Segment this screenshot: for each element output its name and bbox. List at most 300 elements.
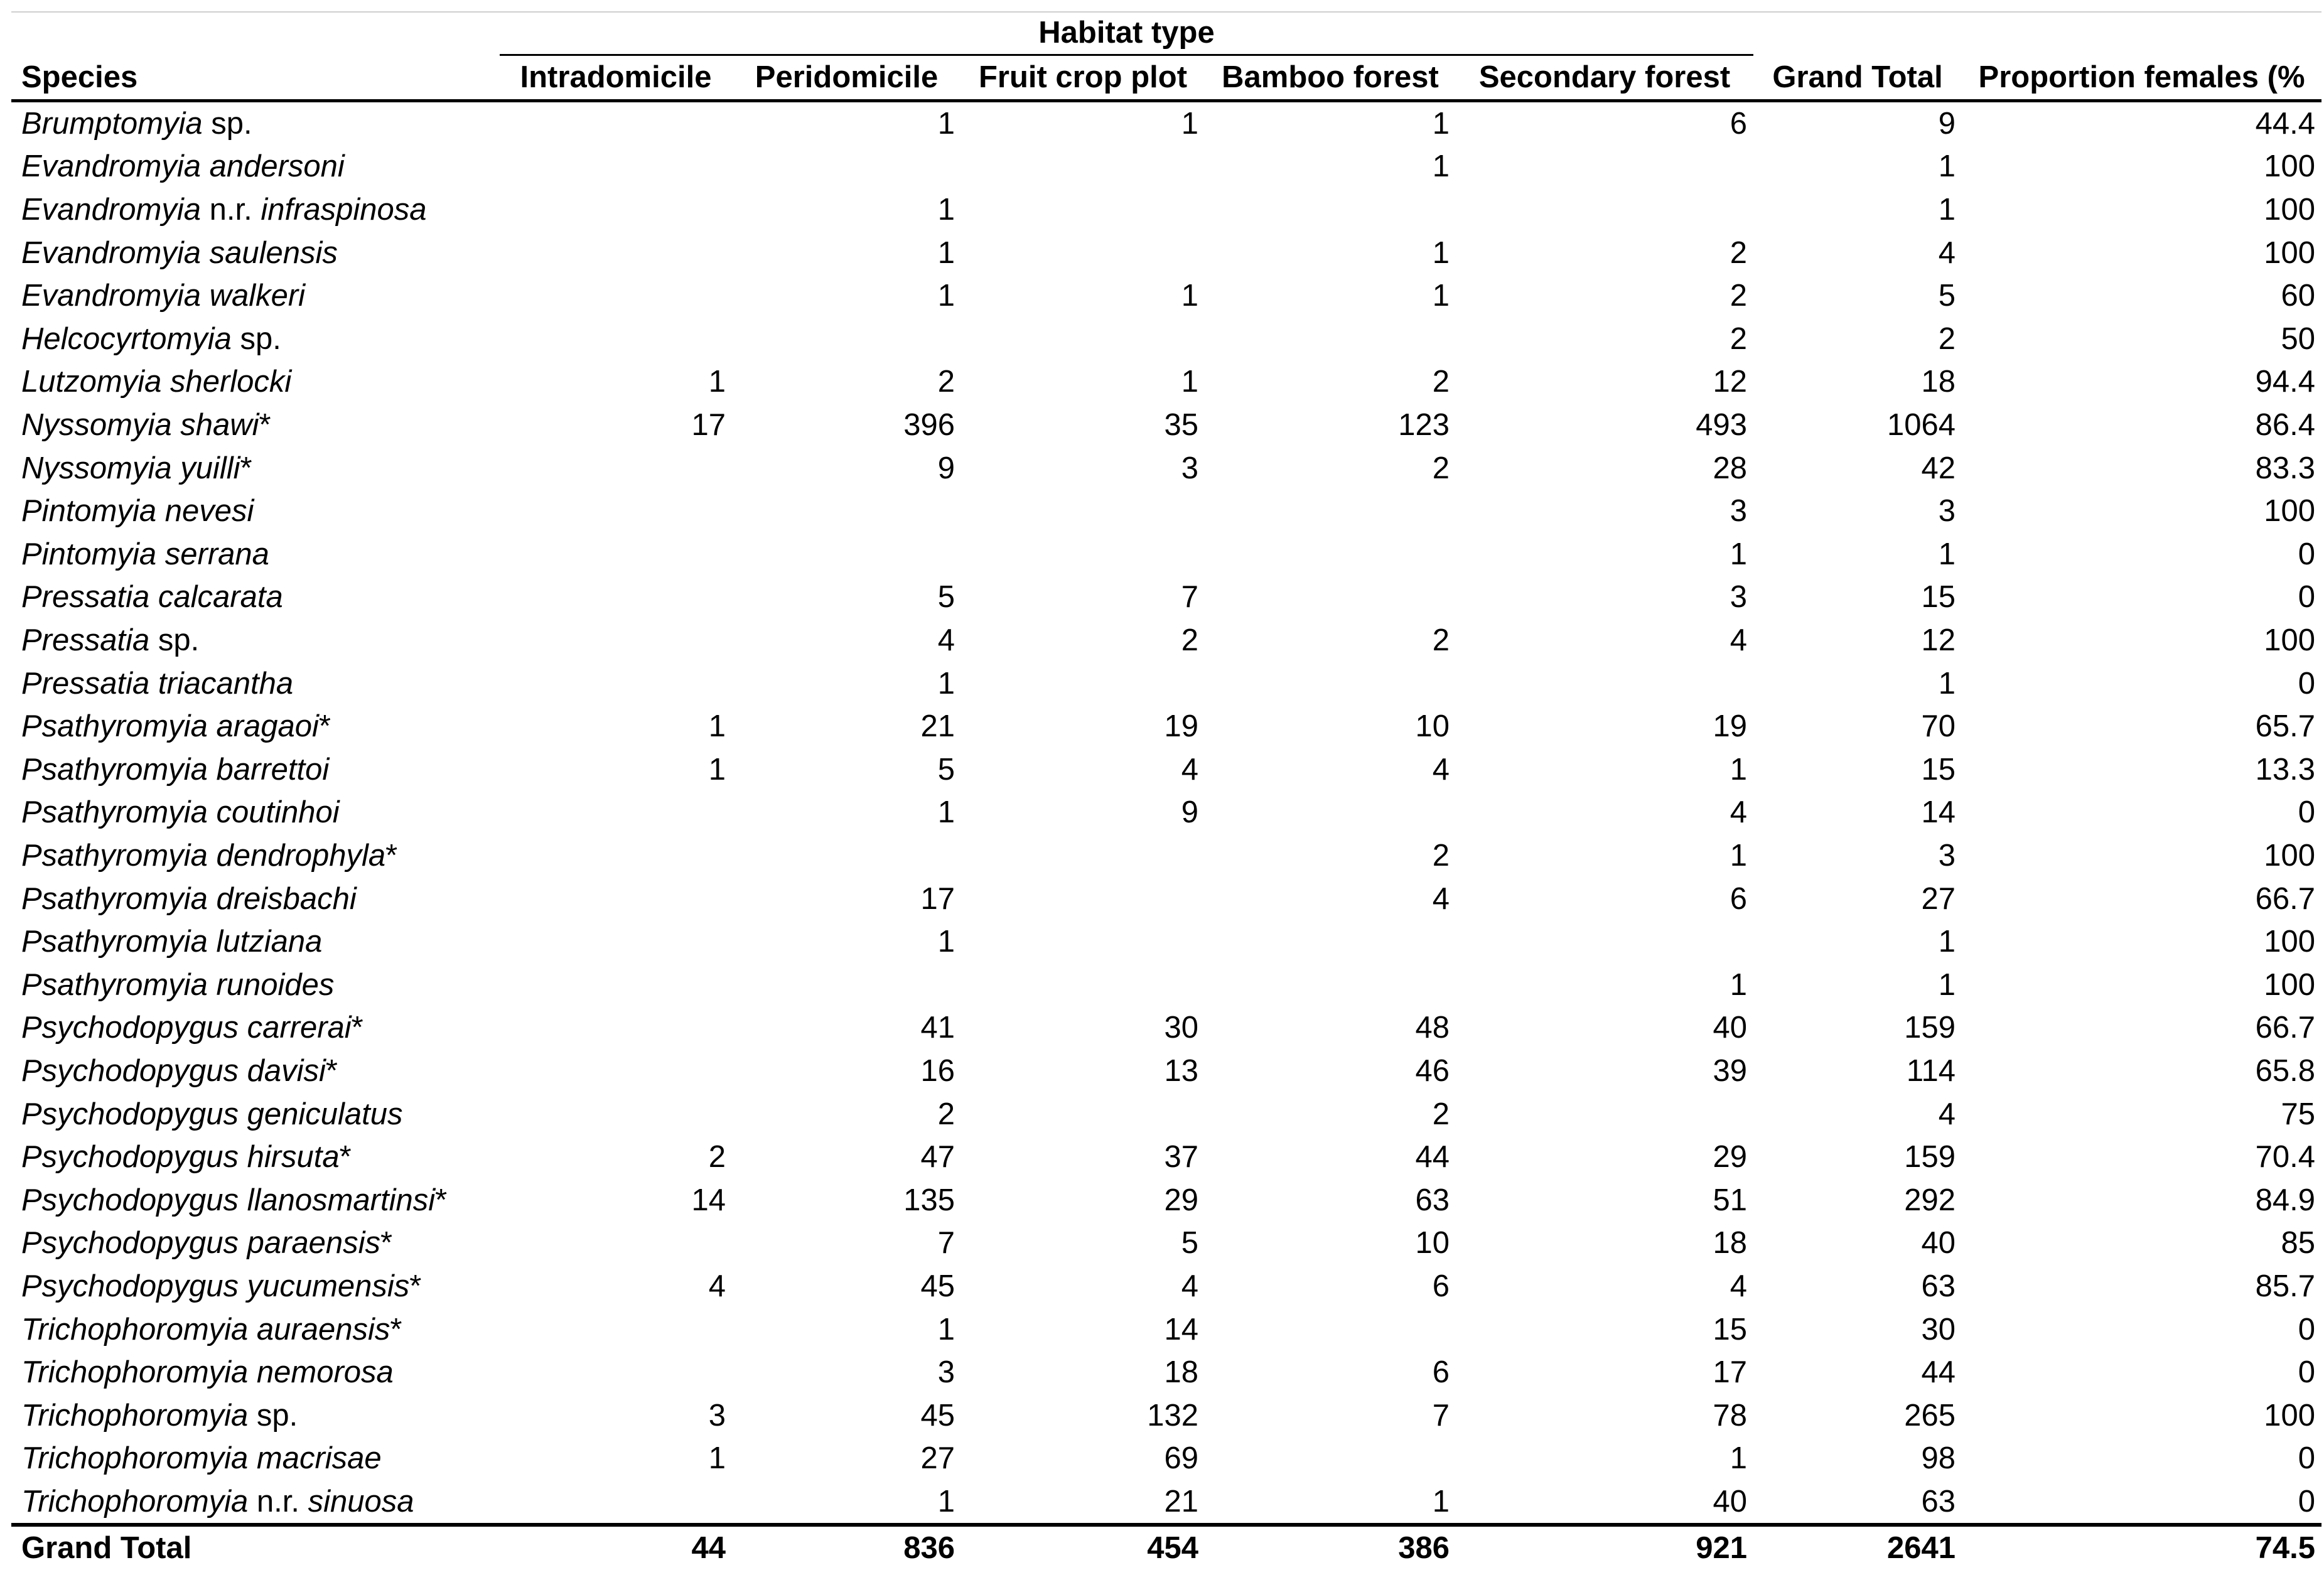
- value-cell: [500, 619, 732, 662]
- species-habitat-table: [11, 11, 2321, 1570]
- value-cell: [500, 145, 732, 188]
- star-marker: *: [318, 709, 331, 744]
- value-cell: 4: [1938, 235, 1956, 270]
- value-cell: [500, 318, 732, 361]
- value-cell: 135: [903, 1183, 955, 1217]
- column-header: Intradomicile: [500, 55, 732, 101]
- near-prefix: n.r.: [209, 193, 252, 227]
- value-cell: 65.8: [2255, 1053, 2316, 1088]
- value-cell: 19: [1164, 709, 1198, 744]
- value-cell: [500, 1480, 732, 1525]
- value-cell: 100: [2264, 235, 2316, 270]
- value-cell: 15: [1713, 1312, 1748, 1347]
- value-cell: 1: [937, 235, 955, 270]
- table-row: [11, 274, 2321, 318]
- species-epithet: paraensis: [247, 1226, 381, 1261]
- genus-name: Pressatia: [21, 666, 150, 701]
- value-cell: 1: [937, 925, 955, 959]
- star-marker: *: [409, 1269, 422, 1303]
- value-cell: 4: [1181, 752, 1198, 787]
- table-body: [11, 100, 2321, 1525]
- table-row: [11, 920, 2321, 964]
- value-cell: 17: [920, 881, 955, 916]
- table-row: [11, 963, 2321, 1006]
- genus-name: Psathyromyia: [21, 752, 208, 787]
- value-cell: 4: [1730, 1269, 1748, 1303]
- species-cell: [11, 1437, 500, 1480]
- genus-name: Psychodopygus: [21, 1011, 239, 1045]
- value-cell: 1: [1432, 279, 1450, 313]
- value-cell: 100: [2264, 1398, 2316, 1433]
- species-cell: [11, 188, 500, 232]
- species-epithet: nemorosa: [256, 1355, 394, 1390]
- value-cell: 1: [1938, 925, 1956, 959]
- species-epithet: sinuosa: [308, 1484, 414, 1519]
- value-cell: 30: [1164, 1011, 1198, 1045]
- value-cell: [500, 576, 732, 619]
- value-cell: [1205, 791, 1456, 834]
- value-cell: 42: [1921, 451, 1956, 485]
- value-cell: 18: [1921, 365, 1956, 399]
- value-cell: [1456, 662, 1753, 705]
- value-cell: 1: [1730, 752, 1748, 787]
- table-row: [11, 490, 2321, 533]
- value-cell: 5: [937, 580, 955, 615]
- value-cell: 17: [691, 408, 726, 443]
- value-cell: [1205, 490, 1456, 533]
- value-cell: 4: [1730, 623, 1748, 658]
- value-cell: [732, 963, 961, 1006]
- species-epithet: triacantha: [158, 666, 294, 701]
- species-epithet: geniculatus: [247, 1097, 403, 1131]
- species-cell: [11, 1351, 500, 1394]
- genus-name: Trichophoromyia: [21, 1355, 249, 1390]
- value-cell: 46: [1415, 1053, 1450, 1088]
- value-cell: 100: [2264, 967, 2316, 1002]
- value-cell: 21: [920, 709, 955, 744]
- species-epithet: dreisbachi: [216, 881, 357, 916]
- value-cell: 1: [1432, 1484, 1450, 1519]
- table-row: [11, 1050, 2321, 1093]
- value-cell: 40: [1713, 1011, 1748, 1045]
- species-epithet: serrana: [164, 537, 269, 571]
- value-cell: 1: [1181, 365, 1198, 399]
- table-row: [11, 100, 2321, 145]
- value-cell: 85.7: [2255, 1269, 2316, 1303]
- genus-name: Psychodopygus: [21, 1053, 239, 1088]
- star-marker: *: [339, 1140, 352, 1175]
- value-cell: 0: [2298, 795, 2316, 830]
- species-cell: [11, 1265, 500, 1308]
- value-cell: 1: [1938, 967, 1956, 1002]
- value-cell: 3: [708, 1398, 726, 1433]
- value-cell: [1205, 1437, 1456, 1480]
- value-cell: [732, 834, 961, 878]
- table-row: [11, 1480, 2321, 1525]
- value-cell: 1: [937, 795, 955, 830]
- value-cell: [732, 490, 961, 533]
- value-cell: 100: [2264, 838, 2316, 873]
- genus-name: Psathyromyia: [21, 881, 208, 916]
- table-row: [11, 1394, 2321, 1437]
- star-marker: *: [390, 1312, 402, 1347]
- value-cell: [500, 231, 732, 274]
- star-marker: *: [435, 1183, 448, 1217]
- species-epithet: barrettoi: [216, 752, 330, 787]
- table-row: [11, 1178, 2321, 1222]
- species-cell: [11, 1178, 500, 1222]
- species-epithet: saulensis: [209, 235, 338, 270]
- value-cell: 2: [1181, 623, 1198, 658]
- species-epithet: yucumensis: [247, 1269, 410, 1303]
- value-cell: 50: [2281, 321, 2316, 356]
- value-cell: 2: [1730, 321, 1748, 356]
- value-cell: 85: [2281, 1226, 2316, 1261]
- value-cell: 4: [1181, 1269, 1198, 1303]
- column-header-row: [11, 55, 2321, 101]
- table-row: [11, 619, 2321, 662]
- star-marker: *: [351, 1011, 363, 1045]
- value-cell: 15: [1921, 580, 1956, 615]
- value-cell: 40: [1921, 1226, 1956, 1261]
- value-cell: 19: [1713, 709, 1748, 744]
- value-cell: 9: [1938, 106, 1956, 141]
- value-cell: 48: [1415, 1011, 1450, 1045]
- value-cell: [961, 533, 1205, 576]
- table-row: [11, 1136, 2321, 1179]
- value-cell: 4: [1938, 1097, 1956, 1131]
- species-cell: [11, 318, 500, 361]
- grand-total-row: [11, 1525, 2321, 1570]
- value-cell: 35: [1164, 408, 1198, 443]
- value-cell: 1: [937, 193, 955, 227]
- value-cell: [732, 318, 961, 361]
- species-cell: [11, 1480, 500, 1525]
- grand-total-label: Grand Total: [11, 1525, 500, 1570]
- value-cell: 7: [937, 1226, 955, 1261]
- value-cell: [500, 1308, 732, 1351]
- value-cell: [500, 100, 732, 145]
- value-cell: 70.4: [2255, 1140, 2316, 1175]
- value-cell: [1205, 1308, 1456, 1351]
- value-cell: 3: [1730, 580, 1748, 615]
- value-cell: 7: [1432, 1398, 1450, 1433]
- value-cell: [500, 1092, 732, 1136]
- genus-name: Lutzomyia: [21, 365, 162, 399]
- value-cell: 2: [937, 365, 955, 399]
- value-cell: 4: [1730, 795, 1748, 830]
- value-cell: 114: [1906, 1053, 1956, 1088]
- value-cell: [500, 274, 732, 318]
- value-cell: 4: [1432, 752, 1450, 787]
- value-cell: 2: [1432, 451, 1450, 485]
- value-cell: [1205, 533, 1456, 576]
- total-value-cell: 836: [732, 1525, 961, 1570]
- genus-name: Helcocyrtomyia: [21, 321, 232, 356]
- value-cell: 0: [2298, 580, 2316, 615]
- value-cell: 132: [1147, 1398, 1198, 1433]
- value-cell: 14: [1164, 1312, 1198, 1347]
- table-row: [11, 576, 2321, 619]
- genus-name: Pintomyia: [21, 494, 157, 529]
- table-row: [11, 1265, 2321, 1308]
- table-row: [11, 533, 2321, 576]
- value-cell: 14: [1921, 795, 1956, 830]
- value-cell: 29: [1713, 1140, 1748, 1175]
- value-cell: [500, 1050, 732, 1093]
- value-cell: 2: [1432, 1097, 1450, 1131]
- value-cell: 1: [1181, 106, 1198, 141]
- genus-name: Evandromyia: [21, 149, 201, 184]
- species-cell: [11, 1006, 500, 1050]
- near-prefix: n.r.: [256, 1484, 299, 1519]
- value-cell: 16: [920, 1053, 955, 1088]
- species-epithet: sp.: [158, 623, 200, 658]
- species-cell: [11, 619, 500, 662]
- genus-name: Pressatia: [21, 623, 150, 658]
- value-cell: 1: [937, 1312, 955, 1347]
- species-cell: [11, 533, 500, 576]
- species-cell: [11, 1308, 500, 1351]
- value-cell: 2: [708, 1140, 726, 1175]
- species-epithet: carrerai: [247, 1011, 352, 1045]
- column-header: Secondary forest: [1456, 55, 1753, 101]
- value-cell: 30: [1921, 1312, 1956, 1347]
- total-value-cell: 74.5: [1962, 1525, 2321, 1570]
- value-cell: [961, 662, 1205, 705]
- value-cell: [1456, 145, 1753, 188]
- species-epithet: sp.: [240, 321, 281, 356]
- genus-name: Brumptomyia: [21, 106, 203, 141]
- value-cell: 70: [1921, 709, 1956, 744]
- value-cell: 45: [920, 1269, 955, 1303]
- table-row: [11, 360, 2321, 404]
- species-cell: [11, 662, 500, 705]
- table-row: [11, 1351, 2321, 1394]
- value-cell: 1: [937, 106, 955, 141]
- value-cell: 1: [1730, 838, 1748, 873]
- species-cell: [11, 877, 500, 920]
- genus-name: Psychodopygus: [21, 1140, 239, 1175]
- species-cell: [11, 791, 500, 834]
- species-cell: [11, 705, 500, 748]
- table-row: [11, 705, 2321, 748]
- value-cell: [1205, 188, 1456, 232]
- column-header: Proportion females (%: [1962, 55, 2321, 101]
- empty-header-cell: [11, 11, 500, 55]
- table-row: [11, 446, 2321, 490]
- value-cell: 18: [1164, 1355, 1198, 1390]
- species-cell: [11, 145, 500, 188]
- value-cell: 100: [2264, 494, 2316, 529]
- value-cell: 1: [708, 709, 726, 744]
- value-cell: 69: [1164, 1441, 1198, 1476]
- species-epithet: infraspinosa: [261, 193, 427, 227]
- value-cell: 7: [1181, 580, 1198, 615]
- species-epithet: davisi: [247, 1053, 326, 1088]
- value-cell: 51: [1713, 1183, 1748, 1217]
- species-cell: [11, 360, 500, 404]
- column-header: Fruit crop plot: [961, 55, 1205, 101]
- value-cell: 2: [1432, 838, 1450, 873]
- value-cell: [1456, 920, 1753, 964]
- value-cell: [500, 1222, 732, 1265]
- value-cell: 6: [1432, 1355, 1450, 1390]
- species-cell: [11, 274, 500, 318]
- value-cell: 1: [1938, 149, 1956, 184]
- value-cell: 63: [1415, 1183, 1450, 1217]
- genus-name: Evandromyia: [21, 193, 201, 227]
- species-cell: [11, 100, 500, 145]
- value-cell: 1: [1730, 967, 1748, 1002]
- species-cell: [11, 963, 500, 1006]
- value-cell: 1: [1938, 193, 1956, 227]
- table-row: [11, 748, 2321, 792]
- species-epithet: shawi: [180, 408, 259, 443]
- genus-name: Psathyromyia: [21, 838, 208, 873]
- value-cell: 65.7: [2255, 709, 2316, 744]
- value-cell: 66.7: [2255, 881, 2316, 916]
- genus-name: Psychodopygus: [21, 1269, 239, 1303]
- value-cell: 1: [937, 1484, 955, 1519]
- value-cell: 47: [920, 1140, 955, 1175]
- value-cell: [500, 188, 732, 232]
- value-cell: 265: [1904, 1398, 1956, 1433]
- species-cell: [11, 446, 500, 490]
- value-cell: 1: [1432, 235, 1450, 270]
- value-cell: 75: [2281, 1097, 2316, 1131]
- star-marker: *: [385, 838, 398, 873]
- species-epithet: nevesi: [164, 494, 254, 529]
- value-cell: 9: [1181, 795, 1198, 830]
- value-cell: 2: [1730, 279, 1748, 313]
- value-cell: 44: [1415, 1140, 1450, 1175]
- value-cell: 28: [1713, 451, 1748, 485]
- species-cell: [11, 1050, 500, 1093]
- value-cell: 3: [937, 1355, 955, 1390]
- total-value-cell: 2641: [1753, 1525, 1962, 1570]
- genus-name: Evandromyia: [21, 235, 201, 270]
- value-cell: 1: [1432, 106, 1450, 141]
- table-row: [11, 662, 2321, 705]
- genus-name: Psychodopygus: [21, 1226, 239, 1261]
- species-cell: [11, 920, 500, 964]
- value-cell: 2: [937, 1097, 955, 1131]
- value-cell: 40: [1713, 1484, 1748, 1519]
- genus-name: Psathyromyia: [21, 925, 208, 959]
- value-cell: 39: [1713, 1053, 1748, 1088]
- species-epithet: sp.: [211, 106, 252, 141]
- total-value-cell: 44: [500, 1525, 732, 1570]
- species-epithet: macrisae: [256, 1441, 382, 1476]
- value-cell: 9: [937, 451, 955, 485]
- value-cell: 63: [1921, 1269, 1956, 1303]
- value-cell: [500, 490, 732, 533]
- value-cell: [961, 920, 1205, 964]
- column-header: Species: [11, 55, 500, 101]
- value-cell: 1: [1938, 537, 1956, 571]
- value-cell: 3: [1730, 494, 1748, 529]
- species-cell: [11, 231, 500, 274]
- value-cell: [961, 145, 1205, 188]
- table-row: [11, 1222, 2321, 1265]
- species-epithet: auraensis: [256, 1312, 390, 1347]
- value-cell: 0: [2298, 1441, 2316, 1476]
- genus-name: Pintomyia: [21, 537, 157, 571]
- species-epithet: sherlocki: [169, 365, 292, 399]
- value-cell: 1: [1730, 537, 1748, 571]
- value-cell: 5: [937, 752, 955, 787]
- star-marker: *: [380, 1226, 393, 1261]
- star-marker: *: [325, 1053, 338, 1088]
- table-row: [11, 1437, 2321, 1480]
- table-row: [11, 877, 2321, 920]
- value-cell: 4: [937, 623, 955, 658]
- genus-name: Trichophoromyia: [21, 1312, 249, 1347]
- genus-name: Nyssomyia: [21, 408, 172, 443]
- genus-name: Nyssomyia: [21, 451, 172, 485]
- genus-name: Psychodopygus: [21, 1097, 239, 1131]
- value-cell: 1: [1938, 666, 1956, 701]
- genus-name: Psathyromyia: [21, 709, 208, 744]
- value-cell: 45: [920, 1398, 955, 1433]
- species-cell: [11, 490, 500, 533]
- genus-name: Trichophoromyia: [21, 1484, 249, 1519]
- value-cell: 0: [2298, 666, 2316, 701]
- table-row: [11, 1308, 2321, 1351]
- value-cell: 396: [903, 408, 955, 443]
- value-cell: [1205, 576, 1456, 619]
- empty-header-cell: [1753, 11, 1962, 55]
- value-cell: 13.3: [2255, 752, 2316, 787]
- value-cell: 27: [1921, 881, 1956, 916]
- value-cell: 94.4: [2255, 365, 2316, 399]
- species-cell: [11, 1394, 500, 1437]
- value-cell: 2: [1730, 235, 1748, 270]
- value-cell: 0: [2298, 1355, 2316, 1390]
- total-value-cell: 921: [1456, 1525, 1753, 1570]
- genus-name: Psychodopygus: [21, 1183, 239, 1217]
- value-cell: 3: [1181, 451, 1198, 485]
- value-cell: [1205, 662, 1456, 705]
- value-cell: 18: [1713, 1226, 1748, 1261]
- value-cell: 86.4: [2255, 408, 2316, 443]
- value-cell: 13: [1164, 1053, 1198, 1088]
- genus-name: Psathyromyia: [21, 795, 208, 830]
- value-cell: [500, 446, 732, 490]
- value-cell: 44.4: [2255, 106, 2316, 141]
- empty-header-cell: [1962, 11, 2321, 55]
- value-cell: 1: [937, 279, 955, 313]
- value-cell: [1205, 920, 1456, 964]
- value-cell: [500, 791, 732, 834]
- value-cell: [1456, 1092, 1753, 1136]
- value-cell: 123: [1398, 408, 1450, 443]
- value-cell: [961, 877, 1205, 920]
- species-epithet: runoides: [216, 967, 335, 1002]
- value-cell: [732, 533, 961, 576]
- value-cell: [961, 318, 1205, 361]
- value-cell: 10: [1415, 1226, 1450, 1261]
- value-cell: 66.7: [2255, 1011, 2316, 1045]
- value-cell: 5: [1181, 1226, 1198, 1261]
- table-row: [11, 188, 2321, 232]
- value-cell: 1: [708, 365, 726, 399]
- species-cell: [11, 576, 500, 619]
- value-cell: [500, 920, 732, 964]
- value-cell: 10: [1415, 709, 1450, 744]
- value-cell: 100: [2264, 149, 2316, 184]
